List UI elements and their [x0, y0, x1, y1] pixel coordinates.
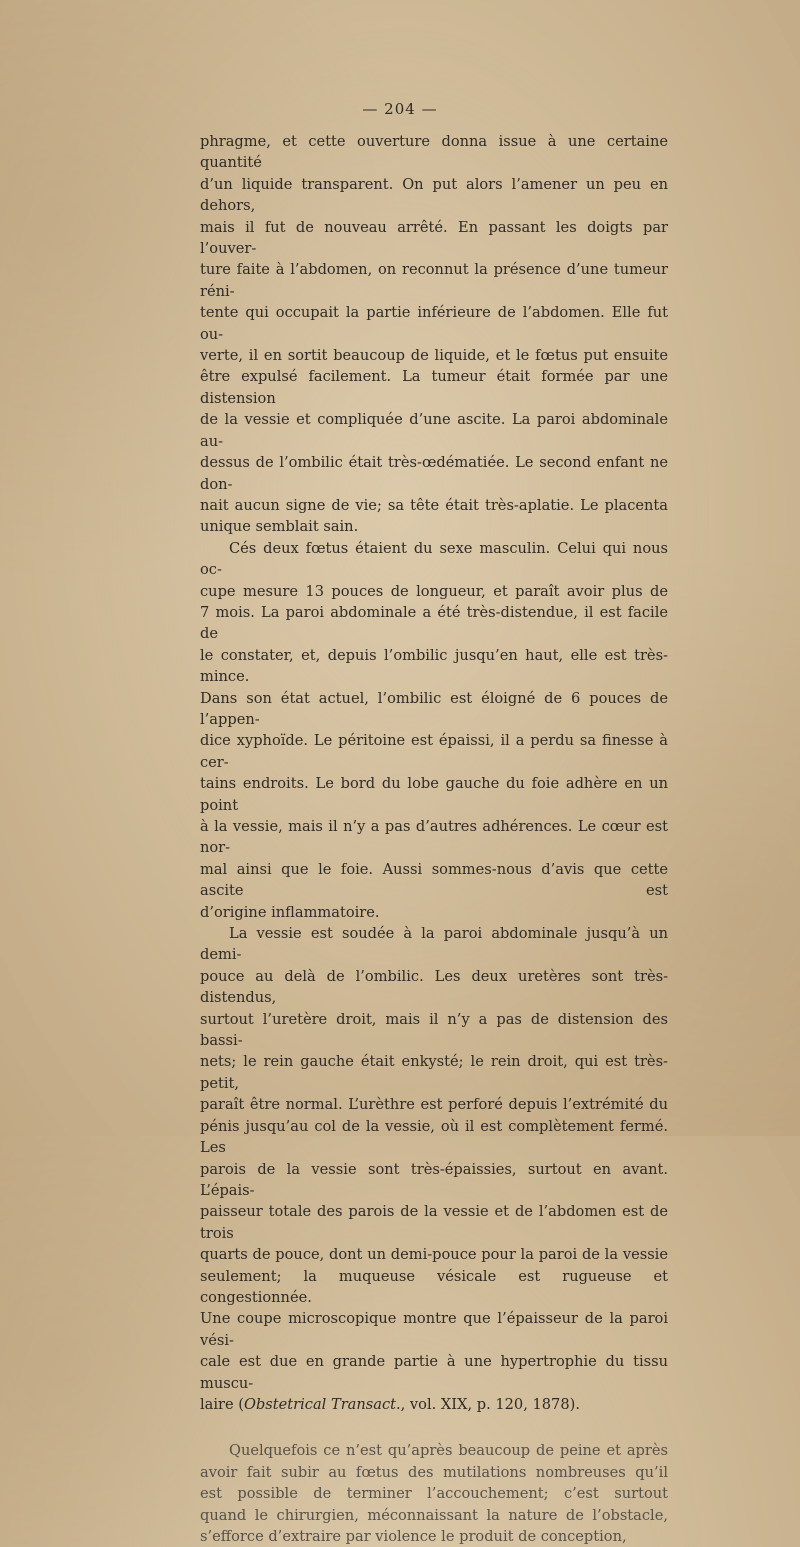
text-line: à la vessie, mais il n’y a pas d’autres adhérences. Le cœur est nor-: [200, 818, 668, 857]
citation-title: Obstetrical Transact.: [243, 1395, 401, 1413]
paragraph-gap: [200, 1415, 668, 1440]
text-line: de la vessie et compliquée d’une ascite. La paroi abdominale au-: [200, 411, 668, 450]
text-line: ture faite à l’abdomen, on reconnut la présence d’une tumeur réni-: [200, 261, 668, 300]
text-line: unique semblait sain.: [200, 518, 359, 536]
page-number: — 204 —: [362, 100, 438, 118]
text-line: Une coupe microscopique montre que l’épaisseur de la paroi vési-: [200, 1310, 668, 1349]
text-line: phragme, et cette ouverture donna issue à une certaine quantité: [200, 133, 668, 172]
text-line: cupe mesure 13 pouces de longueur, et paraît avoir plus de: [200, 582, 668, 600]
paragraph-2: [200, 538, 668, 923]
text-line: paisseur totale des parois de la vessie et de l’abdomen est de trois: [200, 1203, 668, 1242]
text-line: mal ainsi que le foie. Aussi sommes-nous d’avis que cette ascite est: [200, 860, 668, 900]
text-line: La vessie est soudée à la paroi abdominale jusqu’à un demi-: [200, 925, 668, 964]
text-line: pénis jusqu’au col de la vessie, où il est complètement fermé. Les: [200, 1117, 668, 1157]
text-line: Dans son état actuel, l’ombilic est éloigné de 6 pouces de l’appen-: [200, 689, 668, 728]
text-line: Quelquefois ce n’est qu’après beaucoup de peine et après: [229, 1442, 668, 1460]
text-line: s’efforce d’extraire par violence le produit de conception,: [200, 1528, 627, 1545]
text-line: dessus de l’ombilic était très-œdématiée. Le second enfant ne don-: [200, 454, 668, 493]
text-line: nets; le rein gauche était enkysté; le rein droit, qui est très-petit,: [200, 1053, 668, 1092]
citation-prefix: laire (: [200, 1395, 244, 1413]
text-line: tains endroits. Le bord du lobe gauche du foie adhère en un point: [200, 775, 668, 814]
text-line: paraît être normal. L’urèthre est perforé depuis l’extrémité du: [200, 1096, 668, 1114]
text-line: d’origine inflammatoire.: [200, 903, 380, 921]
text-line: Cés deux fœtus étaient du sexe masculin. Celui qui nous oc-: [200, 539, 668, 579]
text-line: pouce au delà de l’ombilic. Les deux uretères sont très-distendus,: [200, 967, 668, 1007]
text-line: d’un liquide transparent. On put alors l’amener un peu en dehors,: [200, 175, 668, 215]
text-line: tente qui occupait la partie inférieure de l’abdomen. Elle fut ou-: [200, 304, 668, 343]
text-line: seulement; la muqueuse vésicale est rugueuse et congestionnée.: [200, 1267, 668, 1306]
citation-line: [200, 1394, 668, 1415]
text-line: est possible de terminer l’accouchement; c’est surtout: [200, 1485, 668, 1503]
text-line: avoir fait subir au fœtus des mutilations nombreuses qu’il: [200, 1463, 668, 1481]
text-line: surtout l’uretère droit, mais il n’y a pas de distension des bassi-: [200, 1010, 668, 1050]
text-line: quand le chirurgien, méconnaissant la nature de l’obstacle,: [200, 1506, 668, 1524]
citation-suffix: , vol. XIX, p. 120, 1878).: [400, 1395, 580, 1413]
text-line: verte, il en sortit beaucoup de liquide, et le fœtus put ensuite: [200, 347, 668, 365]
text-line: cale est due en grande partie à une hypertrophie du tissu muscu-: [200, 1353, 668, 1392]
text-line: mais il fut de nouveau arrêté. En passant les doigts par l’ouver-: [200, 218, 668, 258]
text-line: être expulsé facilement. La tumeur était formée par une distension: [200, 368, 668, 407]
paragraph-1: [200, 131, 668, 538]
text-line: nait aucun signe de vie; sa tête était très-aplatie. Le placenta: [200, 496, 668, 514]
text-line: quarts de pouce, dont un demi-pouce pour la paroi de la vessie: [200, 1246, 668, 1264]
paragraph-4: [200, 1440, 668, 1547]
paragraph-3: [200, 923, 668, 1415]
text-line: le constater, et, depuis l’ombilic jusqu’en haut, elle est très-mince.: [200, 646, 668, 686]
text-line: 7 mois. La paroi abdominale a été très-distendue, il est facile de: [200, 603, 668, 643]
text-line: dice xyphoïde. Le péritoine est épaissi, il a perdu sa finesse à cer-: [200, 732, 668, 771]
text-line: parois de la vessie sont très-épaissies, surtout en avant. L’épais-: [200, 1160, 668, 1199]
body-text: [200, 131, 668, 1547]
